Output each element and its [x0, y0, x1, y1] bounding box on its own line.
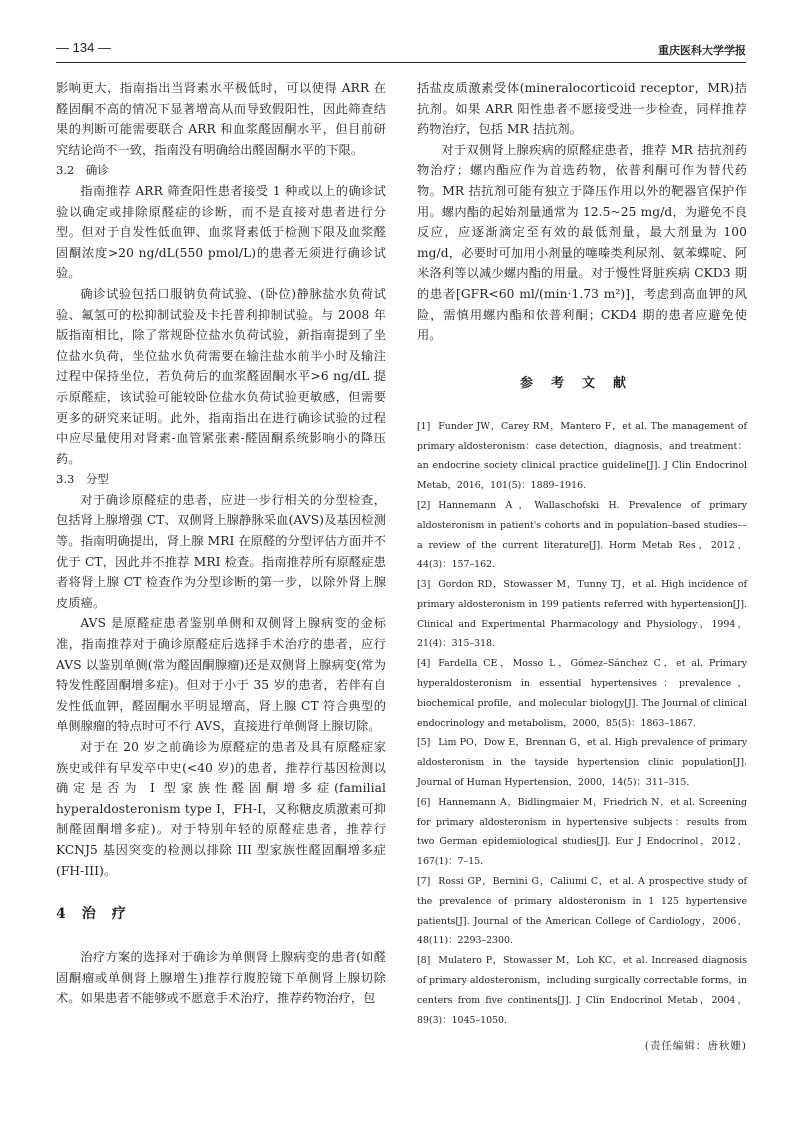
- reference-text: Gordon RD，Stowasser M，Tunny TJ，et al. High incidence of primary aldosteronism in 199 patients referred with hypertension[J]. Clinical and Experimental Pharmacology and Physiology，1994，21(4)：315–318.: [417, 579, 747, 650]
- reference-item: [417, 872, 747, 951]
- reference-number: [6]: [417, 796, 431, 808]
- reference-number: [4]: [417, 658, 431, 670]
- reference-number: [3]: [417, 579, 431, 591]
- left-column: [56, 78, 386, 1009]
- reference-item: [417, 417, 747, 496]
- reference-number: [2]: [417, 499, 431, 511]
- running-header: [56, 36, 746, 63]
- references-title: 参考文献: [519, 375, 644, 391]
- right-column: [417, 78, 747, 1053]
- page-number: — 134 —: [56, 40, 111, 55]
- reference-item: [417, 496, 747, 575]
- section-heading-4: 4 治 疗: [56, 906, 127, 923]
- paragraph: 治疗方案的选择对于确诊为单侧肾上腺病变的患者(如醛固酮瘤或单侧肾上腺增生)推荐行腹腔镜下单侧肾上腺切除术。如果患者不能够或不愿意手术治疗，推荐药物治疗，包: [56, 950, 386, 1006]
- reference-item: [417, 793, 747, 872]
- reference-text: Mulatero P，Stowasser M，Loh KC，et al. Increased diagnosis of primary aldosteronism，including surgically correctable forms，in centers from five continents[J]. J Clin Endocrinol Metab，2004，89(3)：1045–1050.: [417, 955, 747, 1026]
- reference-item: [417, 733, 747, 792]
- paragraph: 指南推荐 ARR 筛查阳性患者接受 1 种或以上的确诊试验以确定或排除原醛症的诊断，而不是直接对患者进行分型。但对于自发性低血钾、血浆肾素低于检测下限及血浆醛固酮浓度>20 ng/dL(550 pmol/L)的患者无须进行确诊试验。: [56, 183, 386, 281]
- reference-item: [417, 951, 747, 1030]
- paragraph: 对于确诊原醛症的患者，应进一步行相关的分型检查，包括肾上腺增强 CT、双侧肾上腺静脉采血(AVS)及基因检测等。指南明确提出，肾上腺 MRI 在原醛的分型评估方面并不优于 CT，因此并不推荐 MRI 检查。指南推荐所有原醛症患者将肾上腺 CT 检查作为分型诊断的第一步，以除外肾上腺皮质癌。: [56, 492, 386, 610]
- reference-text: Rossi GP，Bernini G，Caliumi C，et al. A prospective study of the prevalence of primary aldosteronism in 1 125 hypertensive patients[J]. Journal of the American College of Cardiology，2006，48(11)：2293–2300.: [417, 876, 747, 947]
- paragraph: 影响更大，指南指出当肾素水平极低时，可以使得 ARR 在醛固酮不高的情况下显著增高从而导致假阳性，因此筛查结果的判断可能需要联合 ARR 和血浆醛固酮水平，但目前研究结论尚不一致，指南没有明确给出醛固酮水平的下限。: [56, 81, 386, 157]
- reference-number: [1]: [417, 420, 431, 432]
- paragraph: 对于双侧肾上腺疾病的原醛症患者，推荐 MR 拮抗剂药物治疗；螺内酯应作为首选药物，依普利酮可作为替代药物。MR 拮抗剂可能有独立于降压作用以外的靶器官保护作用。螺内酯的起始剂量通常为 12.5~25 mg/d，为避免不良反应，应逐渐滴定至有效的最低剂量，最大剂量为 100 mg/d，必要时可加用小剂量的噻嗪类利尿剂、氨苯蝶啶、阿米洛利等以减少螺内酯的用量。对于慢性肾脏疾病 CKD3 期的患者[GFR<60 ml/(min·1.73 m²)]，考虑到高血钾的风险，需慎用螺内酯和依普利酮；CKD4 期的患者应避免使用。: [417, 142, 747, 343]
- section-heading-3-3: 3.3 分型: [56, 472, 109, 487]
- reference-item: [417, 654, 747, 733]
- reference-list: [417, 417, 747, 1031]
- reference-text: Fardella CE，Mosso L，Gómez–Sánchez C，et al. Primary hyperaldosteronism in essential hypertensives：prevalence，biochemical profile，and molecular biology[J]. The Journal of clinical endocrinology and metabolism，2000，85(5)：1863–1867.: [417, 658, 747, 729]
- reference-text: Hannemann A，Bidlingmaier M，Friedrich N，et al. Screening for primary aldosteronism in hypertensive subjects：results from two German epidemiological studies[J]. Eur J Endocrinol，2012，167(1)：7–15.: [417, 796, 747, 868]
- paragraph: 括盐皮质激素受体(mineralocorticoid receptor，MR)拮抗剂。如果 ARR 阳性患者不愿接受进一步检查，同样推荐药物治疗，包括 MR 拮抗剂。: [417, 81, 747, 137]
- reference-text: Hannemann A，Wallaschofski H. Prevalence of primary aldosteronism in patient's cohorts and in population–based studies––a review of the current literature[J]. Horm Metab Res，2012，44(3)：157–162.: [417, 499, 747, 571]
- reference-number: [7]: [417, 876, 431, 888]
- paragraph: 对于在 20 岁之前确诊为原醛症的患者及具有原醛症家族史或伴有早发卒中史(<40 岁)的患者，推荐行基因检测以确定是否为 I 型家族性醛固酮增多症(familial hyperaldosteronism type I，FH-I，又称糖皮质激素可抑制醛固酮增多症)。对于特别年轻的原醛症患者，推荐行 KCNJ5 基因突变的检测以排除 III 型家族性醛固酮增多症(FH-III)。: [56, 740, 386, 878]
- paragraph: AVS 是原醛症患者鉴别单侧和双侧肾上腺病变的金标准，指南推荐对于确诊原醛症后选择手术治疗的患者，应行 AVS 以鉴别单侧(常为醛固酮腺瘤)还是双侧肾上腺病变(常为特发性醛固酮增多症)。但对于小于 35 岁的患者，若伴有自发性低血钾，醛固酮水平明显增高，肾上腺 CT 符合典型的单侧腺瘤的特点时可不行 AVS，直接进行单侧肾上腺切除。: [56, 616, 386, 734]
- section-heading-3-2: 3.2 确诊: [56, 163, 109, 178]
- editor-note: (责任编辑：唐秋姗): [644, 1040, 747, 1053]
- reference-text: Funder JW，Carey RM，Mantero F，et al. The management of primary aldosteronism：case detection，diagnosis，and treatment：an endocrine society clinical practice guideline[J]. J Clin Endocrinol Metab，2016，101(5)：1889–1916.: [417, 420, 747, 492]
- reference-number: [5]: [417, 737, 431, 749]
- reference-number: [8]: [417, 955, 431, 967]
- reference-text: Lim PO，Dow E，Brennan G，et al. High prevalence of primary aldosteronism in the tayside hypertension clinic population[J]. Journal of Human Hypertension，2000，14(5)：311–315.: [417, 737, 747, 789]
- paragraph: 确诊试验包括口服钠负荷试验、(卧位)静脉盐水负荷试验、氟氢可的松抑制试验及卡托普利抑制试验。与 2008 年版指南相比，除了常规卧位盐水负荷试验，新指南提到了坐位盐水负荷，坐位盐水负荷需要在输注盐水前半小时及输注过程中保持坐位，若负荷后的血浆醛固酮水平>6 ng/dL 提示原醛症，该试验可能较卧位盐水负荷试验更敏感，但需要更多的研究来证明。此外，指南指出在进行确诊试验的过程中应尽量使用对肾素-血管紧张素-醛固酮系统影响小的降压药。: [56, 286, 386, 466]
- reference-item: [417, 575, 747, 654]
- journal-name: 重庆医科大学学报: [658, 45, 746, 57]
